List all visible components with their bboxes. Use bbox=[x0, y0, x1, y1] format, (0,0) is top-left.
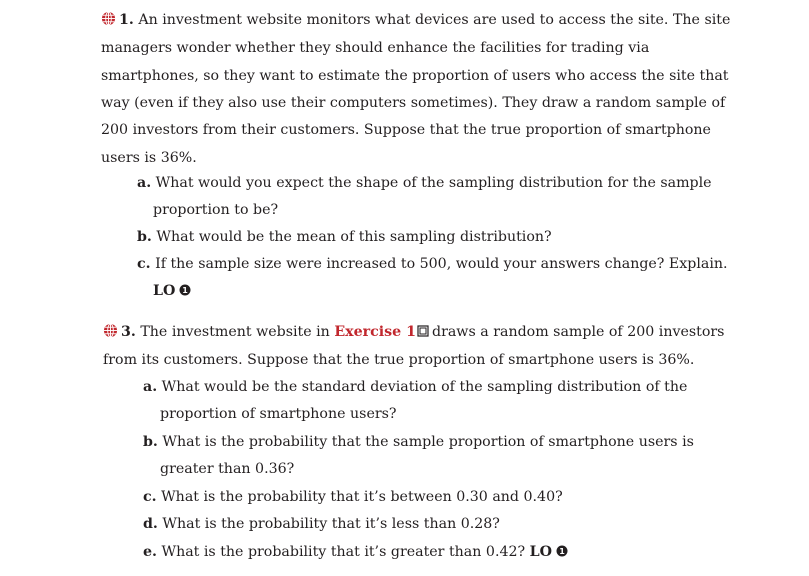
exercise-text: The investment website in bbox=[140, 324, 335, 340]
part-text: What would be the mean of this sampling distribution? bbox=[156, 229, 552, 245]
part-text: What is the probability that it’s greater than 0.42? bbox=[161, 544, 526, 560]
part-label: b. bbox=[143, 434, 158, 450]
exercise-1-link[interactable]: Exercise 1 bbox=[334, 324, 416, 340]
part-text: What is the probability that the sample proportion of smartphone users is bbox=[162, 434, 694, 450]
exercise-3-line-2: from its customers. Suppose that the true proportion of smartphone users is 36%. bbox=[103, 352, 695, 368]
part-label: b. bbox=[137, 229, 152, 245]
part-label: a. bbox=[137, 175, 152, 191]
lo-label: LO bbox=[153, 283, 176, 299]
lo-number: 1 bbox=[182, 286, 189, 295]
learning-objective-badge-icon bbox=[179, 284, 191, 296]
exercise-3-part-c bbox=[143, 487, 563, 507]
lo-label: LO bbox=[529, 544, 552, 560]
part-label: a. bbox=[143, 379, 158, 395]
exercise-1-line-1 bbox=[101, 10, 730, 30]
globe-icon[interactable] bbox=[101, 11, 116, 26]
external-link-icon[interactable] bbox=[417, 325, 429, 337]
part-text: What would you expect the shape of the sampling distribution for the sample bbox=[155, 175, 712, 191]
exercise-text: An investment website monitors what devices are used to access the site. The site bbox=[138, 12, 731, 28]
part-label: c. bbox=[143, 489, 157, 505]
exercise-1-line-5: 200 investors from their customers. Suppose that the true proportion of smartphone bbox=[101, 122, 711, 138]
exercise-1-part-b bbox=[137, 227, 552, 247]
part-label: d. bbox=[143, 516, 158, 532]
part-text: What is the probability that it’s less than 0.28? bbox=[162, 516, 500, 532]
globe-icon[interactable] bbox=[103, 323, 118, 338]
lo-number: 1 bbox=[559, 547, 565, 556]
learning-objective bbox=[153, 281, 191, 301]
exercise-text-continued: draws a random sample of 200 investors bbox=[431, 324, 725, 340]
exercise-number: 1. bbox=[119, 12, 134, 28]
exercise-1-part-a-line-2: proportion to be? bbox=[153, 202, 279, 218]
exercise-3-part-b bbox=[143, 432, 694, 452]
part-text: If the sample size were increased to 500, would your answers change? Explain. bbox=[155, 256, 728, 272]
exercise-3-part-b-line-2: greater than 0.36? bbox=[160, 461, 295, 477]
exercise-number: 3. bbox=[121, 324, 136, 340]
exercise-1-part-c bbox=[137, 254, 728, 274]
part-label: e. bbox=[143, 544, 157, 560]
learning-objective-badge-icon bbox=[556, 545, 568, 557]
part-text: What is the probability that it’s between 0.30 and 0.40? bbox=[161, 489, 563, 505]
part-text: What would be the standard deviation of the sampling distribution of the bbox=[161, 379, 688, 395]
part-label: c. bbox=[137, 256, 151, 272]
exercise-3-part-a bbox=[143, 377, 687, 397]
exercise-1-line-4: way (even if they also use their computers sometimes). They draw a random sample of bbox=[101, 95, 726, 111]
exercise-1-line-3: smartphones, so they want to estimate the proportion of users who access the site that bbox=[101, 68, 729, 84]
exercise-3-part-e bbox=[143, 542, 568, 562]
exercise-1-line-2: managers wonder whether they should enhance the facilities for trading via bbox=[101, 40, 650, 56]
exercise-3-line-1 bbox=[103, 322, 724, 342]
exercise-3-part-d bbox=[143, 514, 500, 534]
exercise-3-part-a-line-2: proportion of smartphone users? bbox=[160, 406, 397, 422]
exercise-1-line-6: users is 36%. bbox=[101, 150, 197, 166]
exercise-1-part-a bbox=[137, 173, 712, 193]
